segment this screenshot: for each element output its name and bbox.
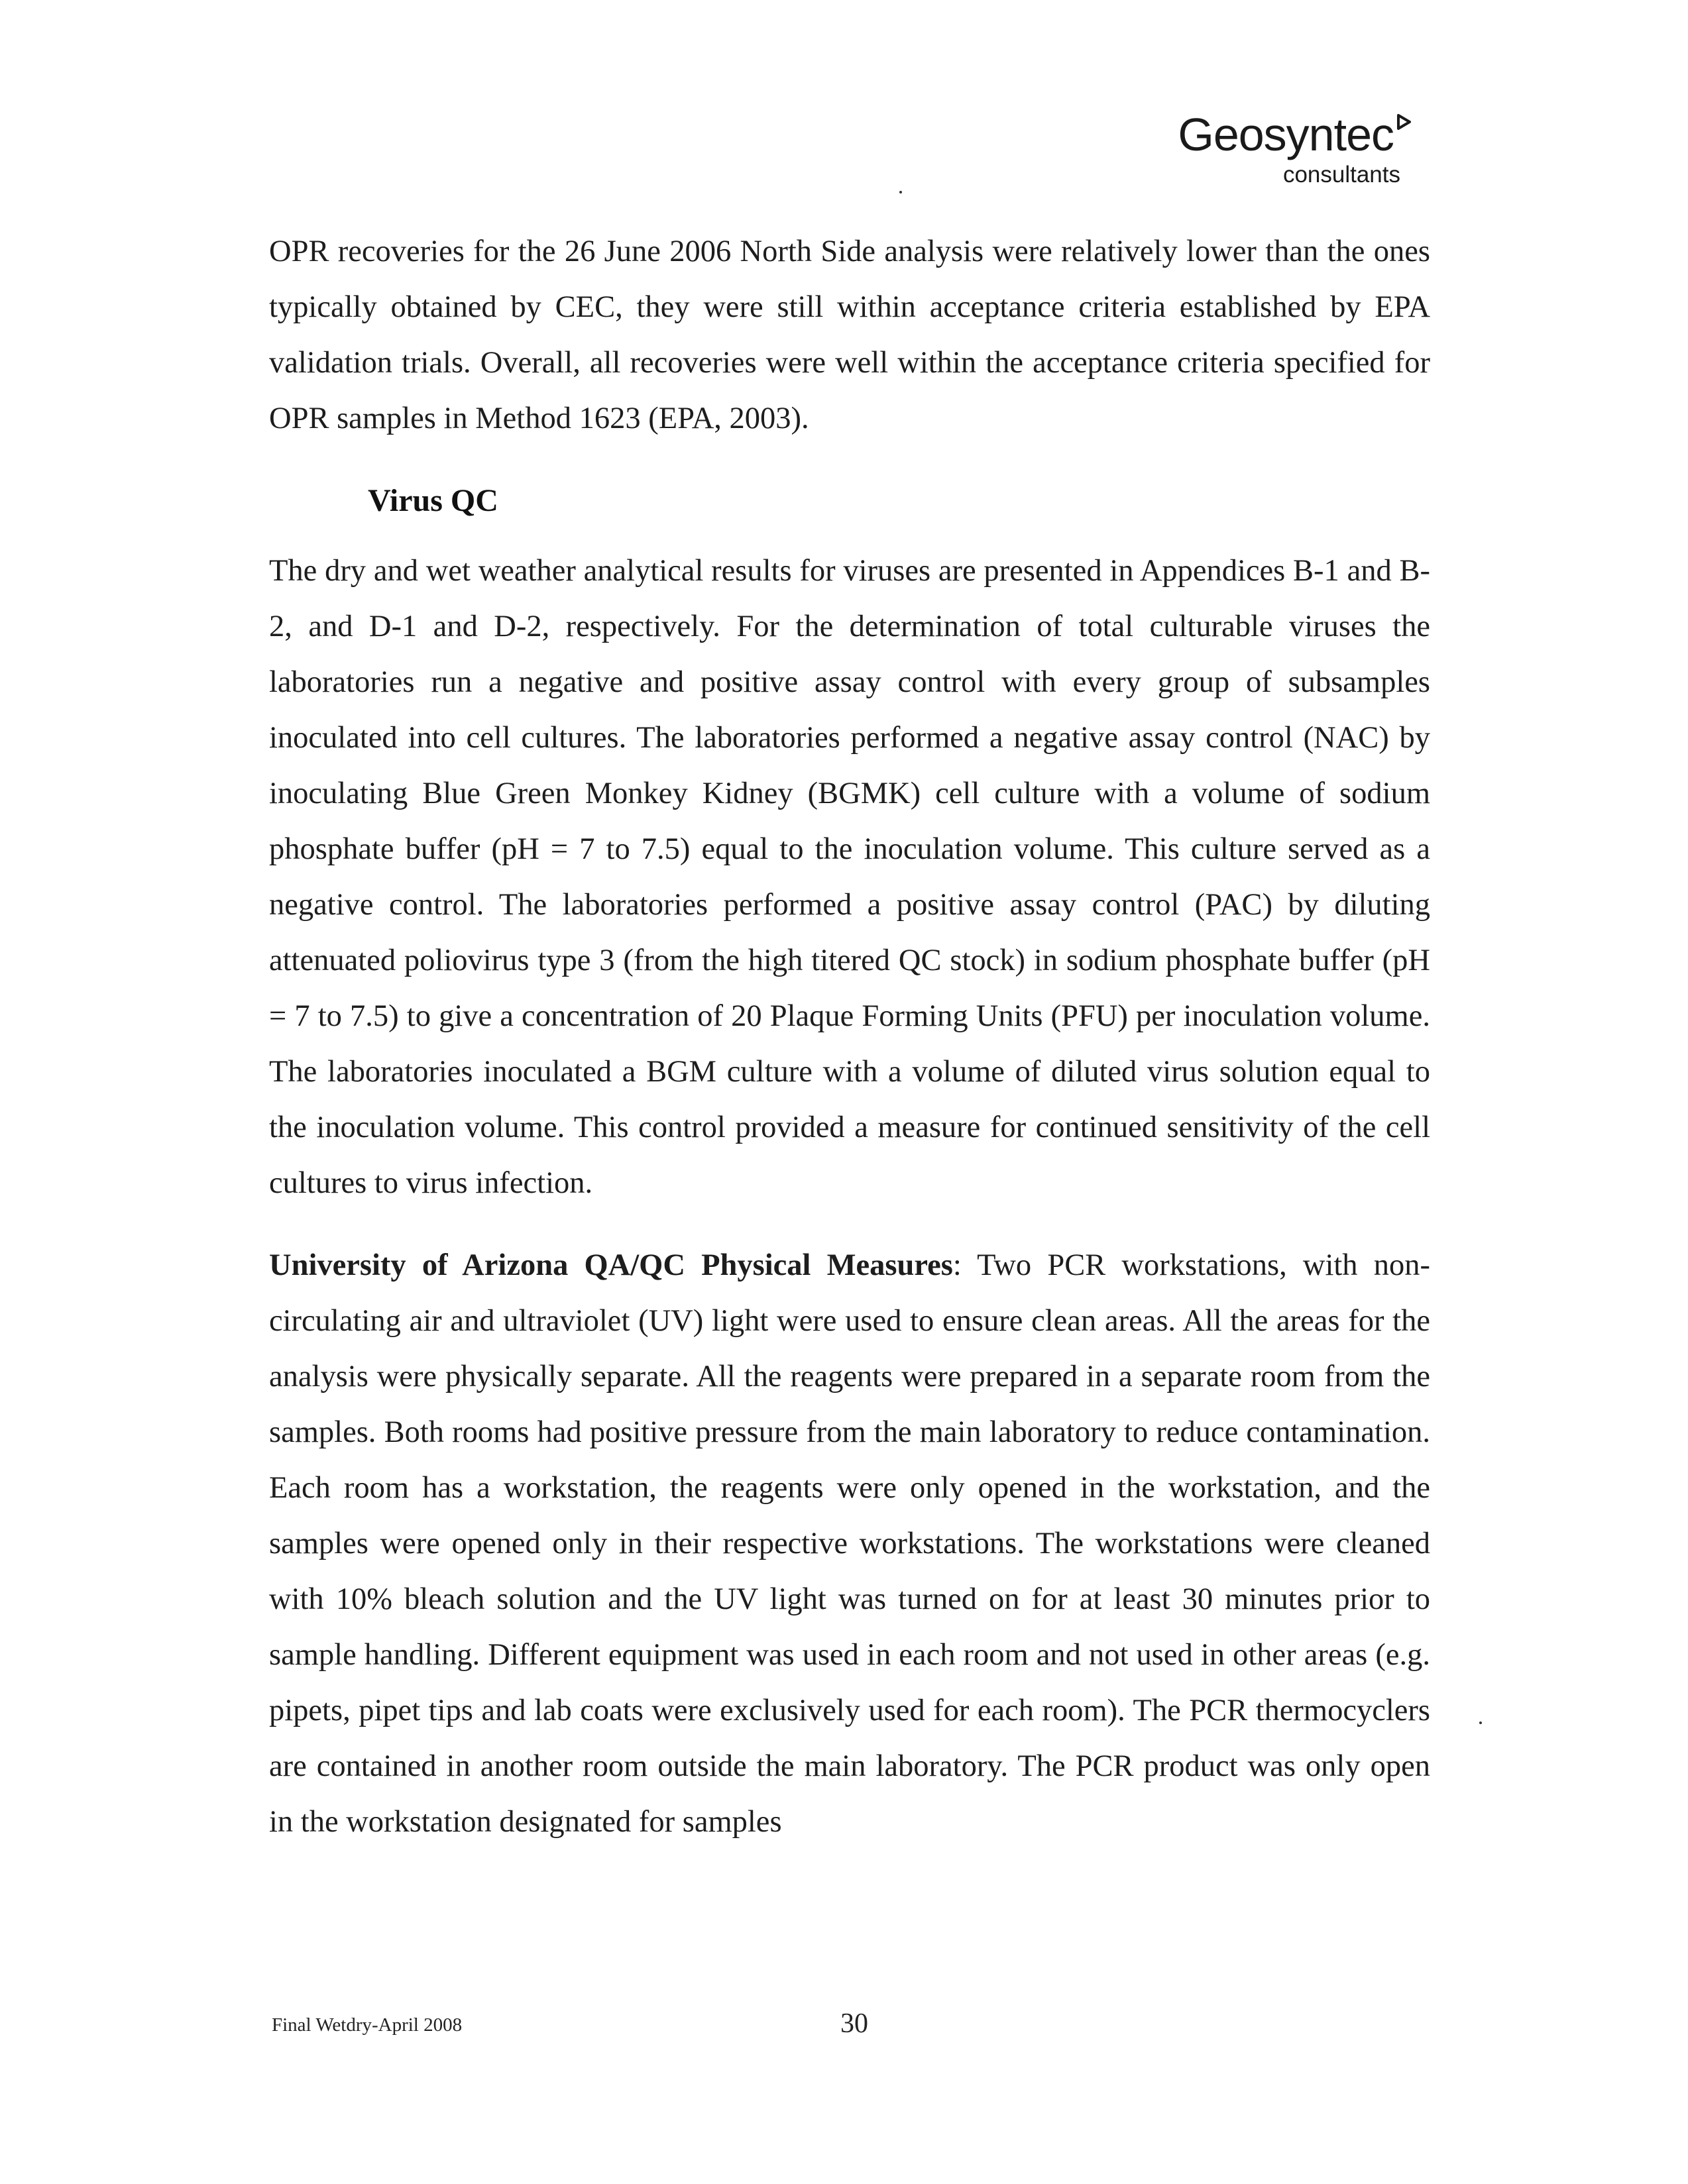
section-heading-virus-qc: Virus QC — [368, 483, 498, 518]
ua-qaqc-body: : Two PCR workstations, with non-circulating air and ultraviolet (UV) light were used to ensure clean areas. All the areas for the analysis were physically separate. All the reagents were prepared in a separate room from the samples. Both rooms had positive pressure from the main laboratory to reduce contamination. Each room has a workstation, the reagents were only opened in the workstation, and the samples were opened only in their respective workstations. The workstations were cleaned with 10% bleach solution and the UV light was turned on for at least 30 minutes prior to sample handling. Different equipment was used in each room and not used in other areas (e.g. pipets, pipet tips and lab coats were exclusively used for each room). The PCR thermocyclers are contained in another room outside the main laboratory. The PCR product was only open in the workstation designated for samples — [269, 1248, 1430, 1839]
company-name: Geosyntec — [1178, 109, 1394, 160]
scan-speck — [1479, 1721, 1482, 1724]
opr-continuation-paragraph: OPR recoveries for the 26 June 2006 North Side analysis were relatively lower than the ones typically obtained by CEC, they were still within acceptance criteria established by EPA validation trials. Overall, all recoveries were well within the acceptance criteria specified for OPR samples in Method 1623 (EPA, 2003). — [269, 235, 1430, 435]
scan-speck — [899, 191, 902, 193]
ua-qaqc-run-in-heading: University of Arizona QA/QC Physical Measures — [269, 1248, 953, 1282]
geosyntec-arrow-icon — [1396, 113, 1412, 131]
company-logo — [1178, 111, 1410, 188]
company-tagline: consultants — [1282, 162, 1400, 188]
footer-document-label: Final Wetdry-April 2008 — [272, 2014, 463, 2036]
virus-qc-paragraph: The dry and wet weather analytical results for viruses are presented in Appendices B-1 and B-2, and D-1 and D-2, respectively. For the determination of total culturable viruses the laboratories run a negative and positive assay control with every group of subsamples inoculated into cell cultures. The laboratories performed a negative assay control (NAC) by inoculating Blue Green Monkey Kidney (BGMK) cell culture with a volume of sodium phosphate buffer (pH = 7 to 7.5) equal to the inoculation volume. This culture served as a negative control. The laboratories performed a positive assay control (PAC) by diluting attenuated poliovirus type 3 (from the high titered QC stock) in sodium phosphate buffer (pH = 7 to 7.5) to give a concentration of 20 Plaque Forming Units (PFU) per inoculation volume. The laboratories inoculated a BGM culture with a volume of diluted virus solution equal to the inoculation volume. This control provided a measure for continued sensitivity of the cell cultures to virus infection. — [269, 554, 1430, 1200]
footer-page-number: 30 — [840, 2008, 868, 2039]
ua-qaqc-paragraph — [269, 1238, 1430, 1850]
